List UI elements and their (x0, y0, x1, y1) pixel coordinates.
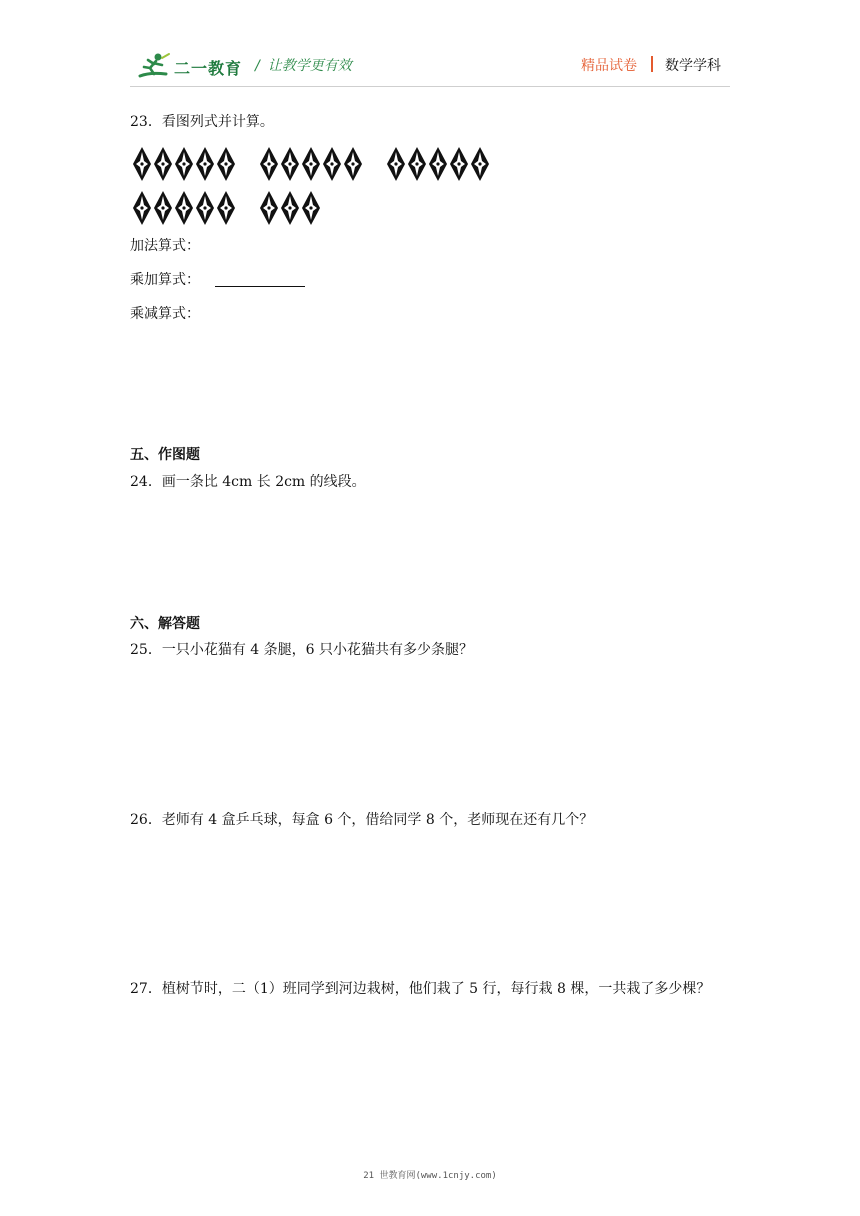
diamond-icon (343, 146, 363, 182)
question-23-title: 23．看图列式并计算。 (130, 114, 274, 130)
diamond-icon (301, 146, 321, 182)
question-26: 26．老师有 4 盒乒乓球，每盒 6 个，借给同学 8 个，老师现在还有几个？ (130, 812, 594, 828)
diamond-icon (428, 146, 448, 182)
diamond-icon (322, 146, 342, 182)
runner-logo-icon (136, 52, 172, 82)
mult-add-label: 乘加算式： (130, 272, 200, 288)
diamond-icon (216, 146, 236, 182)
slogan (255, 55, 352, 75)
diamond-icon (280, 146, 300, 182)
diamond-icon (174, 190, 194, 226)
diamond-icon (195, 146, 215, 182)
diamond-icon (259, 190, 279, 226)
diamond-icon (174, 146, 194, 182)
footer-text: 21 世教育网(www.1cnjy.com) (363, 1171, 497, 1181)
question-27: 27．植树节时，二（1）班同学到河边栽树，他们栽了 5 行，每行栽 8 棵，一共栽了多少棵？ (130, 981, 711, 997)
answer-blank[interactable] (215, 286, 305, 287)
logo-text: 二一教育 (174, 58, 243, 78)
subject-label: 数学学科 (665, 58, 721, 74)
mult-sub-label: 乘减算式： (130, 306, 200, 322)
brand-label: 精品试卷 (581, 58, 637, 74)
diamond-icon (280, 190, 300, 226)
diamond-icon (195, 190, 215, 226)
diamond-group (132, 190, 237, 226)
diamond-icon (132, 146, 152, 182)
diamond-icon (259, 146, 279, 182)
diamond-icon (407, 146, 427, 182)
header-separator (651, 56, 653, 72)
addition-label: 加法算式： (130, 238, 200, 254)
slogan-text: 让教学更有效 (267, 58, 352, 74)
slogan-slash: / (255, 58, 260, 74)
diamond-group (132, 146, 237, 182)
diamond-group (259, 146, 364, 182)
question-24: 24．画一条比 4cm 长 2cm 的线段。 (130, 474, 366, 490)
diamond-icon (386, 146, 406, 182)
question-25: 25．一只小花猫有 4 条腿，6 只小花猫共有多少条腿？ (130, 642, 473, 658)
diamond-row-1 (132, 146, 513, 182)
diamond-icon (153, 146, 173, 182)
diamond-icon (301, 190, 321, 226)
header-divider (130, 86, 730, 87)
section-5-title: 五、作图题 (130, 447, 200, 463)
diamond-icon (132, 190, 152, 226)
diamond-group (386, 146, 491, 182)
diamond-group (259, 190, 322, 226)
diamond-icon (216, 190, 236, 226)
diamond-icon (470, 146, 490, 182)
diamond-row-2 (132, 190, 344, 226)
diamond-icon (449, 146, 469, 182)
logo (136, 50, 242, 84)
diamond-icon (153, 190, 173, 226)
section-6-title: 六、解答题 (130, 616, 200, 632)
